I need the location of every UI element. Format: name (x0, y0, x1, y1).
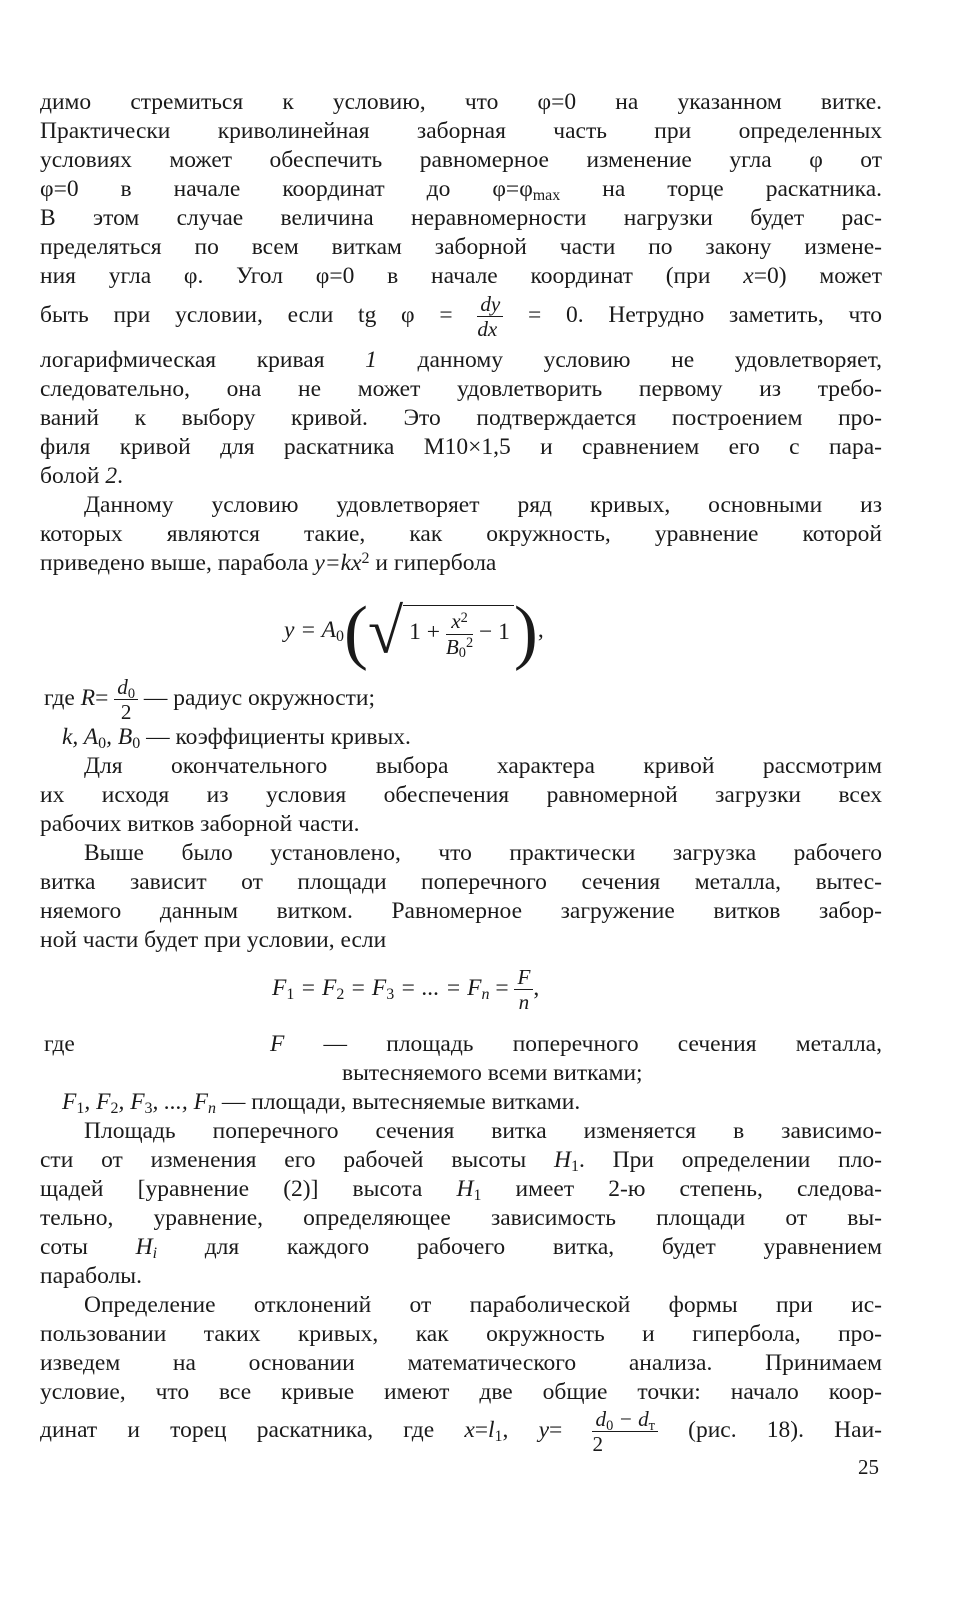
text-span: быть при условии, если tg φ = (40, 302, 478, 328)
text-span: где (44, 685, 81, 711)
subscript: n (208, 1099, 216, 1117)
math-variable: F (62, 1089, 77, 1115)
subscript: i (152, 1244, 158, 1262)
text-span: и гипербола (369, 550, 497, 576)
fraction-numerator: dy (477, 293, 503, 317)
subscript: 2 (336, 985, 345, 1003)
subscript: n (481, 985, 490, 1003)
text-line: тельно, уравнение, определяющее зависимость площади от вы- (40, 1205, 882, 1231)
text-line (40, 462, 882, 491)
fraction-numerator: − d (613, 1406, 649, 1431)
math-variable: = ... = F (394, 975, 482, 1001)
fraction-numerator: F (514, 966, 533, 990)
subscript: 0 (132, 734, 141, 752)
text-span: имеет 2-ю степень, следова- (481, 1176, 883, 1202)
text-span: сти от изменения его рабочей высоты (40, 1147, 554, 1173)
sqrt-sign: √ (367, 595, 404, 667)
text-span: — площадь поперечного сечения металла, (284, 1031, 882, 1057)
text-span: данному условию не удовлетворяет, (376, 347, 882, 373)
text-line (40, 175, 882, 204)
subscript: 3 (144, 1099, 153, 1117)
fraction-denominator: dx (477, 317, 498, 342)
text-span: = (474, 1417, 489, 1443)
subscript: 1 (76, 1099, 85, 1117)
text-line: параболы. (40, 1263, 142, 1289)
text-span: болой (40, 463, 106, 489)
text-line: витка зависит от площади поперечного сечения металла, вытес- (40, 869, 882, 895)
text-line: филя кривой для раскатника М10×1,5 и сравнением его с пара- (40, 434, 882, 460)
subscript: 0 (98, 734, 107, 752)
fraction-numerator: d (117, 674, 128, 699)
text-line (40, 1233, 882, 1262)
text-span: — радиус окружности; (138, 685, 376, 711)
math-variable: x (743, 263, 754, 289)
subscript: 0 (127, 685, 135, 702)
math-variable: = F (294, 975, 337, 1001)
subscript: 1 (286, 985, 295, 1003)
superscript: 2 (460, 609, 468, 626)
text-line: няемого данным витком. Равномерное загружение витков забор- (40, 898, 882, 924)
fraction-numerator: d (595, 1406, 607, 1431)
subscript: 3 (386, 985, 395, 1003)
text-span: щадей [уравнение (2)] высота (40, 1176, 457, 1202)
radicand (403, 605, 514, 662)
text-span: = (489, 975, 515, 1001)
subscript: max (532, 186, 561, 204)
fraction-numerator: x (451, 609, 461, 634)
text-line: Для окончательного выбора характера кривой рассмотрим (84, 753, 882, 779)
math-variable: F (270, 1031, 285, 1057)
subscript: 1 (473, 1186, 482, 1204)
text-line: условиях может обеспечить равномерное изменение угла φ от (40, 147, 882, 173)
math-variable: , B (106, 724, 133, 750)
derivative-fraction (477, 293, 503, 340)
math-variable: x (464, 1417, 475, 1443)
math-expression: y=kx (314, 550, 362, 576)
text-line-with-fraction (40, 1402, 882, 1458)
text-span: = (95, 685, 115, 711)
text-line: которых являются такие, как окружность, уравнение которой (40, 521, 882, 547)
text-span: — коэффициенты кривых. (140, 724, 411, 750)
text-line (40, 262, 882, 291)
text-span: приведено выше, парабола (40, 550, 315, 576)
diameter-fraction (592, 1408, 657, 1455)
text-span: . При определении пло- (578, 1147, 882, 1173)
punctuation: , (533, 975, 540, 1001)
page-number: 25 (858, 1455, 879, 1479)
text-span: . (117, 463, 123, 489)
text-line: следовательно, она не может удовлетворить первому из требо- (40, 376, 882, 402)
math-variable: F (272, 975, 287, 1001)
text-span: для каждого рабочего витка, будет уравнением (157, 1234, 882, 1260)
text-span: − 1 (473, 619, 510, 646)
math-variable: l (488, 1417, 495, 1443)
fraction-denominator: n (518, 990, 530, 1015)
math-variable: = F (344, 975, 387, 1001)
text-line: пределяться по всем виткам заборной части по закону измене- (40, 234, 882, 260)
left-paren: ( (343, 591, 368, 672)
formula-lhs: y = A (284, 617, 336, 643)
punctuation: , (537, 617, 544, 643)
text-line: В этом случае величина неравномерности нагрузки будет рас- (40, 205, 882, 231)
text-span: динат и торец раскатника, где (40, 1417, 465, 1443)
math-variable: , F (84, 1089, 111, 1115)
area-fraction (514, 966, 533, 1013)
radius-fraction (114, 676, 138, 723)
text-span: логарифмическая кривая (40, 347, 366, 373)
text-span: ния угла φ. Угол φ=0 в начале координат (при (40, 263, 744, 289)
area-definition (270, 1030, 882, 1059)
areas-definition (62, 1088, 580, 1117)
subscript: 1 (570, 1157, 579, 1175)
text-span: (рис. 18). Наи- (657, 1417, 882, 1443)
text-span: φ=0 в начале координат до φ=φ (40, 176, 533, 202)
text-span: , (502, 1417, 539, 1443)
text-line: ваний к выбору кривой. Это подтверждается построением про- (40, 405, 882, 431)
math-variable: H (135, 1234, 153, 1260)
hyperbola-formula (284, 584, 544, 676)
text-line: пользовании таких кривых, как окружность и гипербола, про- (40, 1321, 882, 1347)
text-line: их исходя из условия обеспечения равномерной загрузки всех (40, 782, 882, 808)
curve-number: 1 (365, 347, 377, 373)
subscript: 2 (110, 1099, 119, 1117)
text-line (40, 346, 882, 375)
math-variable: k, A (62, 724, 99, 750)
math-variable: H (456, 1176, 474, 1202)
subscript: т (648, 1417, 655, 1434)
superscript: 2 (465, 635, 474, 652)
text-line: Практически криволинейная заборная часть при определенных (40, 118, 882, 144)
fraction-denominator: 2 (592, 1432, 604, 1457)
text-span: 1 + (409, 619, 446, 646)
text-span: = (549, 1417, 593, 1443)
text-line (40, 1175, 882, 1204)
subscript: 1 (494, 1427, 503, 1445)
superscript: 2 (361, 549, 370, 567)
area-definition-cont: вытесняемого всеми витками; (342, 1060, 643, 1086)
text-line: Площадь поперечного сечения витка изменяется в зависимо- (84, 1118, 882, 1144)
fraction-denominator: 2 (120, 700, 132, 725)
math-variable: y (538, 1417, 550, 1443)
text-span: — площади, вытесняемые витками. (216, 1089, 581, 1115)
math-variable: H (553, 1147, 571, 1173)
text-line: Определение отклонений от параболической формы при ис- (84, 1292, 882, 1318)
text-line: ной части будет при условии, если (40, 927, 387, 953)
math-variable: , F (118, 1089, 145, 1115)
text-line: Данному условию удовлетворяет ряд кривых, основными из (84, 492, 882, 518)
text-line-with-fraction (40, 290, 882, 340)
subscript: 0 (606, 1417, 614, 1434)
text-line: рабочих витков заборной части. (40, 811, 360, 837)
text-span: соты (40, 1234, 136, 1260)
text-line: Выше было установлено, что практически загрузка рабочего (84, 840, 882, 866)
radius-definition (44, 672, 375, 724)
subscript: 0 (458, 645, 466, 662)
equal-areas-formula (272, 958, 539, 1018)
curve-number: 2 (105, 463, 118, 489)
where-label: где (44, 1031, 75, 1057)
math-variable: , ..., F (152, 1089, 209, 1115)
text-line (40, 549, 882, 578)
right-paren: ) (513, 591, 538, 672)
subscript: 0 (335, 627, 344, 645)
text-span: на торце раскатника. (560, 176, 882, 202)
text-span: = 0. Нетрудно заметить, что (503, 302, 882, 328)
text-line (40, 1146, 882, 1175)
math-variable: R (80, 685, 96, 711)
text-span: =0) может (753, 263, 882, 289)
coefficients-definition (62, 723, 411, 752)
text-line: условие, что все кривые имеют две общие точки: начало коор- (40, 1379, 882, 1405)
text-line: димо стремиться к условию, что φ=0 на указанном витке. (40, 89, 882, 115)
text-line: изведем на основании математического анализа. Принимаем (40, 1350, 882, 1376)
fraction-denominator: B (445, 634, 459, 659)
radicand-fraction (445, 609, 474, 662)
